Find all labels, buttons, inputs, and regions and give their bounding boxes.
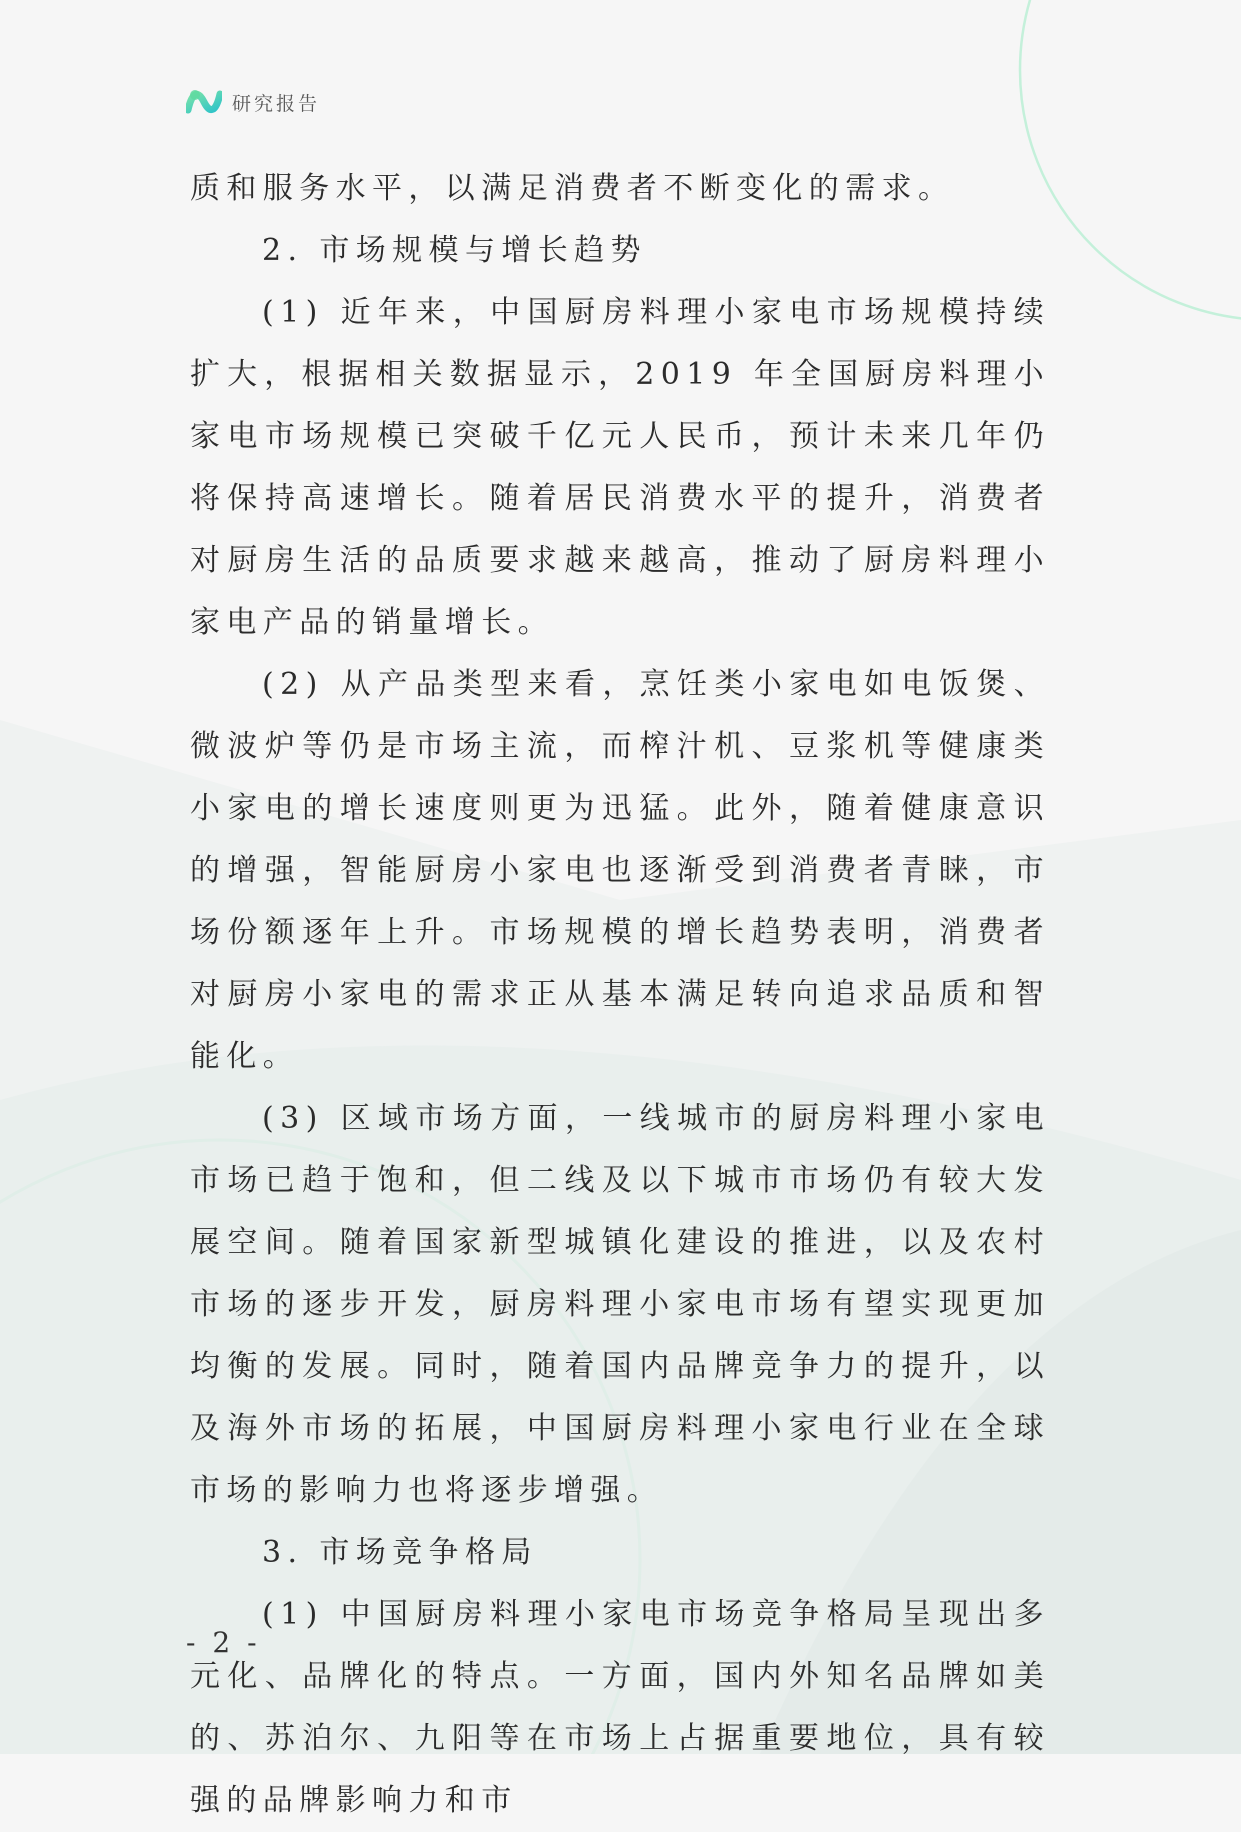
page-number: - 2 - [186,1626,261,1659]
paragraph-market-scale-3: (3) 区域市场方面，一线城市的厨房料理小家电市场已趋于饱和，但二线及以下城市市场仍有较大发展空间。随着国家新型城镇化建设的推进，以及农村市场的逐步开发，厨房料理小家电市场有望实现更加均衡的发展。同时，随着国内品牌竞争力的提升，以及海外市场的拓展，中国厨房料理小家电行业在全球市场的影响力也将逐步增强。 [190,1101,1050,1508]
page-header [186,86,320,118]
paragraph-market-scale-2: (2) 从产品类型来看，烹饪类小家电如电饭煲、微波炉等仍是市场主流，而榨汁机、豆浆机等健康类小家电的增长速度则更为迅猛。此外，随着健康意识的增强，智能厨房小家电也逐渐受到消费者青睐，市场份额逐年上升。市场规模的增长趋势表明，消费者对厨房小家电的需求正从基本满足转向追求品质和智能化。 [190,667,1050,1074]
document-body [190,158,1050,1832]
paragraph-competition-1: (1) 中国厨房料理小家电市场竞争格局呈现出多元化、品牌化的特点。一方面，国内外知名品牌如美的、苏泊尔、九阳等在市场上占据重要地位，具有较强的品牌影响力和市 [190,1597,1050,1818]
paragraph-market-scale-1: (1) 近年来，中国厨房料理小家电市场规模持续扩大，根据相关数据显示，2019 年全国厨房料理小家电市场规模已突破千亿元人民币，预计未来几年仍将保持高速增长。随着居民消费水平的提升，消费者对厨房生活的品质要求越来越高，推动了厨房料理小家电产品的销量增长。 [190,295,1050,640]
header-title: 研究报告 [232,92,321,115]
report-logo-icon [186,86,222,118]
section-heading-competition: 3. 市场竞争格局 [262,1535,538,1570]
section-heading-market-scale: 2. 市场规模与增长趋势 [262,233,647,268]
paragraph-continuation: 质和服务水平，以满足消费者不断变化的需求。 [190,171,955,206]
